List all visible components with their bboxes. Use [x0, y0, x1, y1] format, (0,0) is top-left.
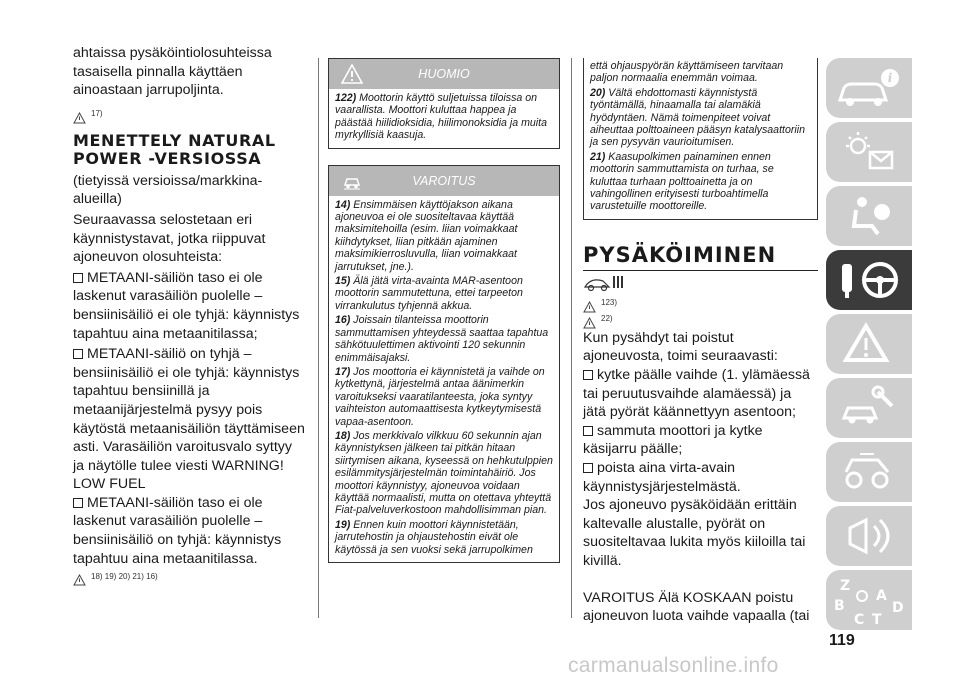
note-item [335, 430, 554, 517]
road-warning-icon [826, 314, 912, 374]
note-item [335, 519, 554, 556]
huomio-body [329, 89, 559, 148]
bullet-square-icon [73, 273, 83, 283]
note-text: Kaasupolkimen painaminen ennen moottorin sammuttamista on turhaa, se kuluttaa turhaan polttoainetta ja on vahingollinen erityisesti turboahtimella varustetuille moottoreille. [590, 150, 774, 213]
tech-data-icon [826, 442, 912, 502]
reference-numbers: 17) [91, 109, 103, 119]
wrench-car-icon [826, 378, 912, 438]
section-heading: MENETTELY NATURAL POWER -VERSIOSSA [73, 130, 276, 168]
note-number: 21) [590, 150, 606, 163]
page-number: 119 [829, 632, 855, 649]
tab-starting-driving[interactable] [826, 250, 912, 310]
note-item [590, 87, 812, 149]
chapter-tabs [826, 58, 912, 634]
index-letter: Z [840, 578, 851, 594]
index-letter: B [834, 598, 845, 614]
bullet-item: kytke päälle vaihde (1. ylämäessä tai peruutusvaihde alamäessä) ja jätä pyörät käännettyyn asentoon; [583, 367, 810, 421]
index-letter: A [876, 588, 887, 604]
watermark: carmanualsonline.info [568, 654, 779, 677]
note-text: Jos merkkivalo vilkkuu 60 sekunnin ajan käynnistyksen jälkeen tai pitkän hitaan siirtymisen aikana, kyseessä on hehkutulppien esilämmitysjärjestelmän toimintahäiriö. Jos moottori käynnistyy, ajoneuvoa voidaan käyttää normaalisti, mutta on otettava yhteyttä Fiat-palveluverkostoon mahdollisimman pian. [335, 429, 553, 517]
warning-triangle-icon [583, 301, 596, 313]
note-number: 18) [335, 429, 351, 442]
column-divider [318, 58, 319, 618]
note-text: Älä jätä virta-avainta MAR-asentoon moottorin sammutettuna, ettei tarpeeton virrankulutus tyhjennä akkua. [335, 275, 523, 312]
warning-triangle-icon [341, 63, 363, 96]
note-number: 15) [335, 275, 351, 288]
tab-airbag-seat[interactable] [826, 186, 912, 246]
note-item [335, 366, 554, 428]
svg-text:i: i [887, 71, 893, 85]
key-steering-icon [826, 250, 912, 310]
bullet-square-icon [73, 498, 83, 508]
warning-triangle-icon [73, 112, 86, 124]
paragraph: Kun pysähdyt tai poistut ajoneuvosta, toimi seuraavasti: [583, 329, 778, 365]
varoitus-header [329, 166, 559, 196]
reference-numbers: 123) [601, 298, 618, 308]
note-text: Jos moottoria ei käynnistetä ja vaihde on kytkettynä, järjestelmä antaa äänimerkin varoitukseksi vaaratilanteesta, joka syntyy vaihteiston automaattisesta kytkeytymisestä vapaa-asentoon. [335, 365, 545, 428]
reference-line [583, 299, 818, 313]
section-heading-pysakoiminen: PYSÄKÖIMINEN [583, 243, 818, 271]
huomio-box [328, 58, 560, 149]
note-item [590, 151, 812, 213]
index-letter: T [872, 612, 882, 628]
bullet-square-icon [73, 349, 83, 359]
note-text: Vältä ehdottomasti käynnistystä työntämällä, hinaamalla tai alamäkiä hyödyntäen. Nämä toimenpiteet voivat aiheuttaa polttoaineen pääsyn katalysaattoriin ja sen pysyvän vaurioitumisen. [590, 86, 805, 149]
warning-triangle-icon [73, 574, 86, 586]
parking-section [583, 275, 818, 626]
varoitus-body [329, 196, 559, 562]
warning-triangle-icon [583, 317, 596, 329]
bullet-item: poista aina virta-avain käynnistysjärjestelmästä. [583, 460, 741, 495]
index-letter: D [892, 600, 904, 616]
column-middle [328, 58, 560, 563]
bullet-item: sammuta moottori ja kytke käsijarru päälle; [583, 422, 763, 458]
huomio-header [329, 59, 559, 89]
note-text: Ensimmäisen käyttöjakson aikana ajoneuvoa ei ole suositeltavaa käyttää maksimitehoilla (esim. liian voimakkaat kiihdytykset, liian pitkään ajaminen maksimikierrosluvulla, liian voimakkaat jarrutukset, jne.). [335, 198, 518, 273]
index-letter: C [854, 612, 865, 628]
tab-car-info[interactable] [826, 58, 912, 118]
bullet-square-icon [583, 370, 593, 380]
column-right [583, 58, 818, 626]
intro-text: ahtaissa pysäköintiolosuhteissa tasaisella pinnalla käyttäen ainoastaan jarrupoljinta. [73, 45, 272, 99]
continued-text: että ohjauspyörän käyttämiseen tarvitaan paljon normaalia enemmän voimaa. [590, 60, 784, 85]
multimedia-icon [826, 506, 912, 566]
note-item [335, 275, 554, 312]
note-item [335, 92, 554, 142]
tab-maintenance[interactable] [826, 378, 912, 438]
subtitle: (tietyissä versioissa/markkina-alueilla) [73, 172, 263, 208]
bullet-item: METAANI-säiliön taso ei ole laskenut varasäiliön puolelle – bensiinisäiliö on tyhjä: käynnistys tapahtuu aina metaanitilassa. [73, 494, 282, 567]
note-text: Moottorin käyttö suljetuissa tiloissa on vaarallista. Moottori kuluttaa happea ja päästää hiilidioksidia, hiilimonoksidia ja muita myrkyllisiä kaasuja. [335, 92, 547, 142]
reference-numbers: 22) [601, 314, 613, 324]
column-left [73, 44, 305, 586]
column-divider [571, 58, 572, 618]
dashboard-lights-icon [826, 122, 912, 182]
car-info-icon [826, 58, 912, 118]
bullet-item: METAANI-säiliön taso ei ole laskenut varasäiliön puolelle – bensiinisäiliö ei ole tyhjä: käynnistys tapahtuu aina metaanitilassa; [73, 269, 300, 342]
tab-technical-data[interactable] [826, 442, 912, 502]
reference-line [583, 315, 818, 329]
varoitus-continued-box [583, 58, 818, 220]
bullet-square-icon [583, 426, 593, 436]
bullet-square-icon [583, 463, 593, 473]
car-warning-icon [341, 170, 363, 203]
note-number: 122) [335, 92, 357, 104]
note-item [335, 314, 554, 364]
varoitus-continued-body [584, 58, 817, 219]
paragraph: Seuraavassa selostetaan eri käynnistystavat, jotka riippuvat ajoneuvon olosuhteista: [73, 211, 266, 266]
index-icon [826, 570, 912, 630]
note-number: 16) [335, 314, 351, 327]
bullet-item: METAANI-säiliö on tyhjä – bensiinisäiliö ei ole tyhjä: käynnistys tapahtuu bensiinillä ja metaanijärjestelmä pysyy pois käytöstä metaanisäiliön täyttämiseen asti. Varasäiliön varoitusvalo syttyy ja näytölle tulee viesti WARNING! LOW FUEL [73, 346, 305, 493]
note-number: 20) [590, 86, 606, 99]
airbag-seat-icon [826, 186, 912, 246]
huomio-title: HUOMIO [418, 67, 470, 81]
note-number: 14) [335, 198, 351, 211]
tab-emergency[interactable] [826, 314, 912, 374]
reference-numbers: 18) 19) 20) 21) 16) [91, 571, 158, 581]
reference-line [73, 572, 305, 586]
note-item [335, 199, 554, 273]
note-number: 19) [335, 518, 351, 531]
varoitus-title: VAROITUS [412, 173, 476, 188]
reference-line [583, 275, 818, 299]
tab-index[interactable] [826, 570, 912, 630]
reference-line [73, 110, 305, 124]
note-text: Joissain tilanteissa moottorin sammuttamisen yhteydessä saattaa tapahtua sähkötuulettimen aktivointi 120 sekunnin enimmäisajaksi. [335, 314, 549, 364]
note-number: 17) [335, 365, 351, 378]
paragraph: Jos ajoneuvo pysäköidään erittäin kaltevalle alustalle, pyörät on suositeltavaa lukita myös kiiloilla tai kivillä. [583, 497, 806, 569]
note-text: Ennen kuin moottori käynnistetään, jarrutehostin ja ohjaustehostin eivät ole käytössä ja sen vuoksi sekä jarrupolkimen [335, 518, 533, 556]
tab-multimedia[interactable] [826, 506, 912, 566]
tab-dashboard-lights[interactable] [826, 122, 912, 182]
varoitus-box [328, 165, 560, 563]
paragraph: VAROITUS Älä KOSKAAN poistu ajoneuvon luota vaihde vapaalla (tai [583, 589, 810, 625]
